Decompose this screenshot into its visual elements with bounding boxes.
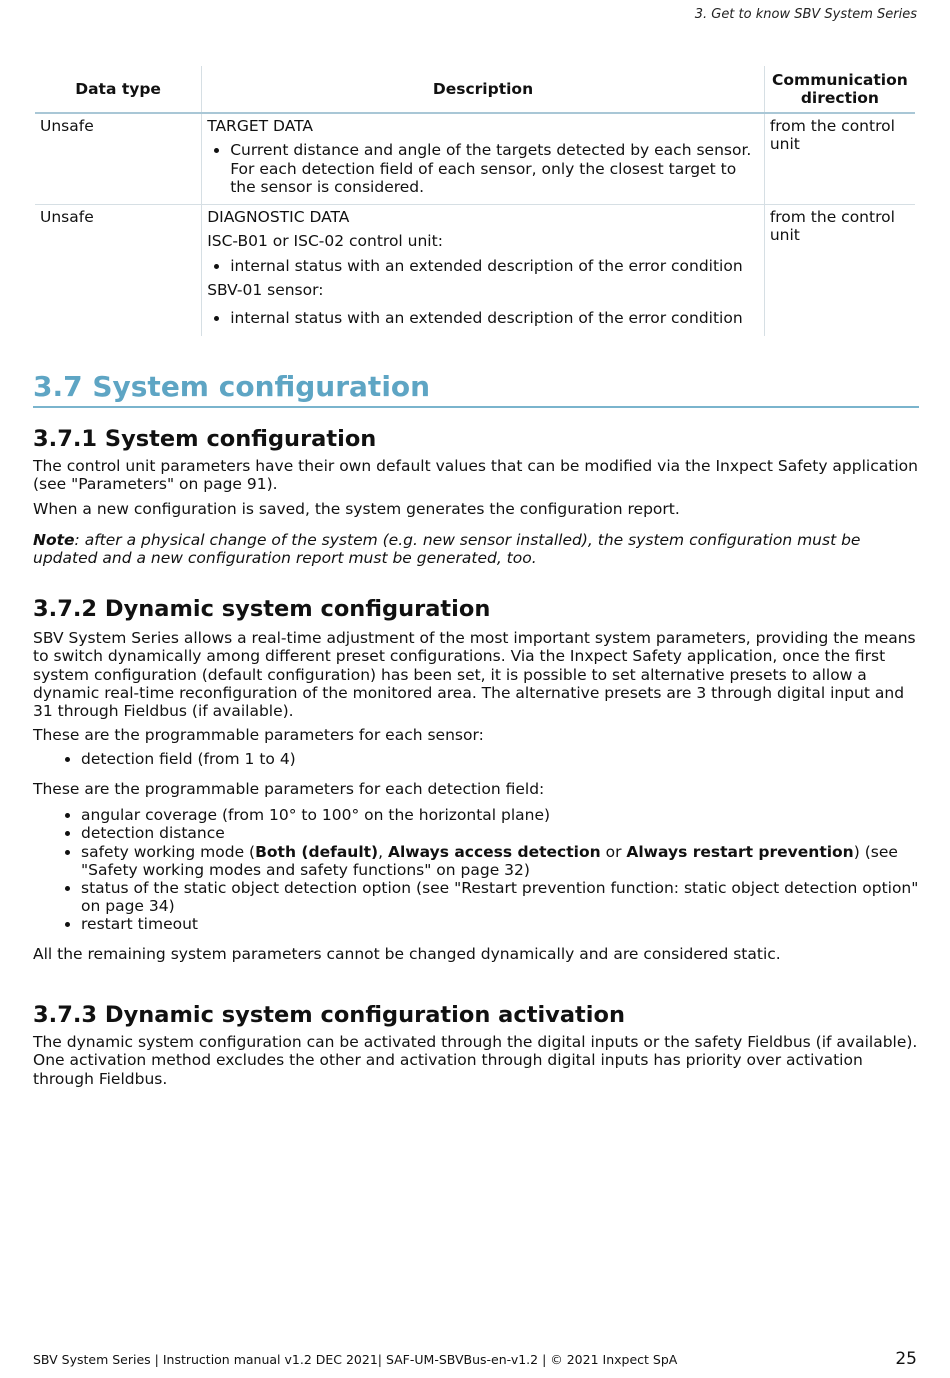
column-header-description: Description: [202, 66, 765, 113]
paragraph: These are the programmable parameters for each sensor:: [33, 725, 484, 744]
paragraph: The control unit parameters have their own default values that can be modified via the Inxpect Safety application (see "Parameters" on page 91).: [33, 457, 918, 494]
description-list: [207, 309, 759, 327]
note-paragraph: [33, 531, 919, 567]
list-text: or: [600, 842, 627, 861]
list-item: • angular coverage (from 10° to 100° on the horizontal plane): [81, 806, 919, 824]
paragraph: When a new configuration is saved, the system generates the configuration report.: [33, 499, 680, 518]
list-text: ,: [378, 842, 388, 861]
column-header-communication-direction: Communication direction: [764, 66, 915, 113]
paragraph: All the remaining system parameters cannot be changed dynamically and are considered static.: [33, 945, 781, 964]
column-header-data-type: Data type: [35, 66, 202, 113]
table-header-row: [35, 66, 915, 113]
list-text: ) (see "Safety working modes and safety functions" on page 32): [81, 842, 898, 879]
field-parameter-list: [33, 806, 919, 933]
list-item: • Current distance and angle of the targets detected by each sensor. For each detection field of each sensor, only the closest target to the sensor is considered.: [230, 141, 759, 196]
bold-term: Always access detection: [388, 842, 601, 861]
paragraph: The dynamic system configuration can be activated through the digital inputs or the safety Fieldbus (if available). One activation method excludes the other and activation through digital inputs has priority over activation through Fieldbus.: [33, 1033, 918, 1088]
section-heading: 3.7 System configuration: [33, 370, 919, 408]
data-table: [35, 66, 915, 336]
list-item: [81, 843, 919, 879]
cell-description: [202, 205, 765, 336]
table-row: [35, 205, 915, 336]
list-item: • detection field (from 1 to 4): [81, 750, 919, 768]
description-list: [207, 141, 759, 196]
list-item: • status of the static object detection option (see "Restart prevention function: static object detection option" on page 34): [81, 879, 919, 915]
paragraph: These are the programmable parameters for each detection field:: [33, 780, 545, 799]
subsection-3-7-2: [33, 596, 919, 969]
subsection-3-7-3: [33, 1002, 919, 1094]
description-title: TARGET DATA: [207, 117, 313, 135]
table-row: [35, 113, 915, 205]
list-item: • internal status with an extended description of the error condition: [230, 309, 759, 327]
cell-data-type: Unsafe: [35, 113, 202, 205]
subsection-heading: 3.7.2 Dynamic system configuration: [33, 596, 491, 622]
page-number: 25: [895, 1349, 917, 1369]
cell-description: [202, 113, 765, 205]
description-title: DIAGNOSTIC DATA: [207, 208, 350, 227]
cell-data-type: Unsafe: [40, 208, 94, 227]
list-item: • internal status with an extended description of the error condition: [230, 257, 759, 275]
list-item: • detection distance: [81, 824, 919, 842]
note-text: : after a physical change of the system (e.g. new sensor installed), the system configuration must be updated and a new configuration report must be generated, too.: [33, 530, 861, 567]
subsection-heading: 3.7.1 System configuration: [33, 426, 377, 452]
bold-term: Both (default): [255, 842, 379, 861]
cell-direction: from the control unit: [769, 208, 895, 245]
description-list: [207, 257, 759, 275]
subsection-heading: 3.7.3 Dynamic system configuration activation: [33, 1002, 625, 1028]
paragraph: SBV System Series allows a real-time adjustment of the most important system parameters, providing the means to switch dynamically among different preset configurations. Via the Inxpect Safety application, once the first system configuration (default configuration) has been set, it is possible to set alternative presets to allow a dynamic real-time reconfiguration of the monitored area. The alternative presets are 3 through digital input and 31 through Fieldbus (if available).: [33, 629, 916, 720]
note-label: Note: [33, 530, 75, 549]
description-subheading: ISC-B01 or ISC-02 control unit:: [207, 232, 443, 251]
running-header: 3. Get to know SBV System Series: [694, 7, 917, 22]
footer-text: SBV System Series | Instruction manual v1.2 DEC 2021| SAF-UM-SBVBus-en-v1.2 | © 2021 Inxpect SpA: [33, 1352, 678, 1367]
bold-term: Always restart prevention: [626, 842, 854, 861]
sensor-parameter-list: [33, 750, 919, 768]
description-subheading: SBV-01 sensor:: [207, 280, 324, 299]
list-item: • restart timeout: [81, 915, 919, 933]
cell-direction: from the control unit: [764, 113, 915, 205]
subsection-3-7-1: [33, 426, 919, 567]
list-text: safety working mode (: [81, 842, 256, 861]
